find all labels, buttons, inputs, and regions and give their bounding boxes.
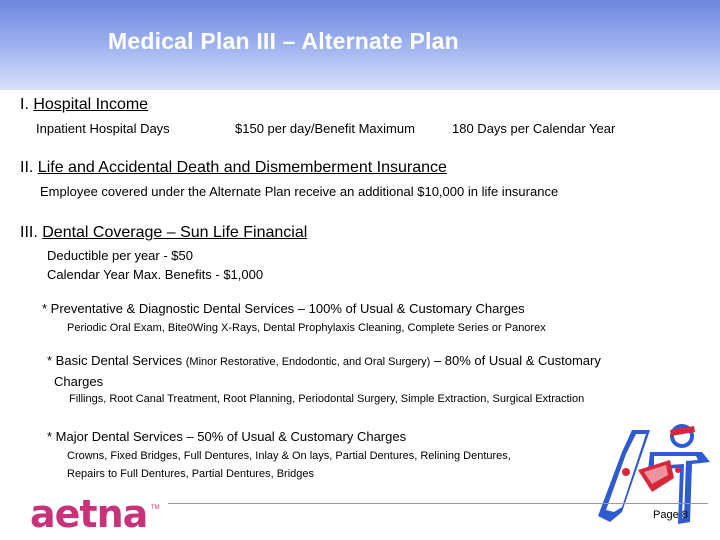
- major-detail-2: Repairs to Full Dentures, Partial Dentures, Bridges: [67, 468, 314, 480]
- basic-title-paren: (Minor Restorative, Endodontic, and Oral Surgery): [185, 356, 431, 368]
- life-text: Employee covered under the Alternate Plan receive an additional $10,000 in life insurance: [40, 184, 559, 199]
- dental-max-benefits: Calendar Year Max. Benefits - $1,000: [47, 267, 264, 282]
- preventative-detail: Periodic Oral Exam, Bite0Wing X-Rays, Dental Prophylaxis Cleaning, Complete Series or Panorex: [67, 322, 546, 334]
- aetna-logo: aetna: [30, 492, 148, 536]
- section-number: II.: [20, 159, 34, 176]
- section-title: Life and Accidental Death and Dismemberment Insurance: [37, 159, 447, 176]
- section-number: I.: [20, 96, 29, 113]
- page-value: 8: [681, 509, 688, 521]
- page-label: Page: [653, 509, 679, 521]
- section-title: Hospital Income: [33, 96, 149, 113]
- section-title: Dental Coverage – Sun Life Financial: [42, 224, 308, 241]
- section-hospital-heading: [20, 96, 148, 114]
- preventative-title: * Preventative & Diagnostic Dental Services – 100% of Usual & Customary Charges: [42, 301, 525, 316]
- major-detail-1: Crowns, Fixed Bridges, Full Dentures, Inlay & On lays, Partial Dentures, Relining Dentures,: [67, 450, 511, 462]
- basic-title-cont: Charges: [54, 374, 104, 389]
- basic-title-rate: – 80% of Usual & Customary: [433, 353, 601, 368]
- basic-detail: Fillings, Root Canal Treatment, Root Planning, Periodontal Surgery, Simple Extraction, Surgical Extraction: [69, 393, 585, 405]
- section-dental-heading: [20, 224, 307, 242]
- footer-divider: [168, 503, 708, 504]
- basic-title-main: * Basic Dental Services: [47, 353, 183, 368]
- logo-trademark: TM: [151, 505, 160, 511]
- header-banner: [0, 0, 720, 90]
- hospital-row-limit: 180 Days per Calendar Year: [452, 121, 616, 136]
- section-number: III.: [20, 224, 38, 241]
- page-title: Medical Plan III – Alternate Plan: [108, 28, 459, 54]
- basic-title: [47, 353, 601, 368]
- dental-deductible: Deductible per year - $50: [47, 248, 193, 263]
- major-title: * Major Dental Services – 50% of Usual & Customary Charges: [47, 429, 407, 444]
- hospital-row-label: Inpatient Hospital Days: [36, 121, 170, 136]
- hospital-row-benefit: $150 per day/Benefit Maximum: [235, 121, 415, 136]
- section-life-heading: [20, 159, 447, 177]
- page-number: [653, 509, 688, 521]
